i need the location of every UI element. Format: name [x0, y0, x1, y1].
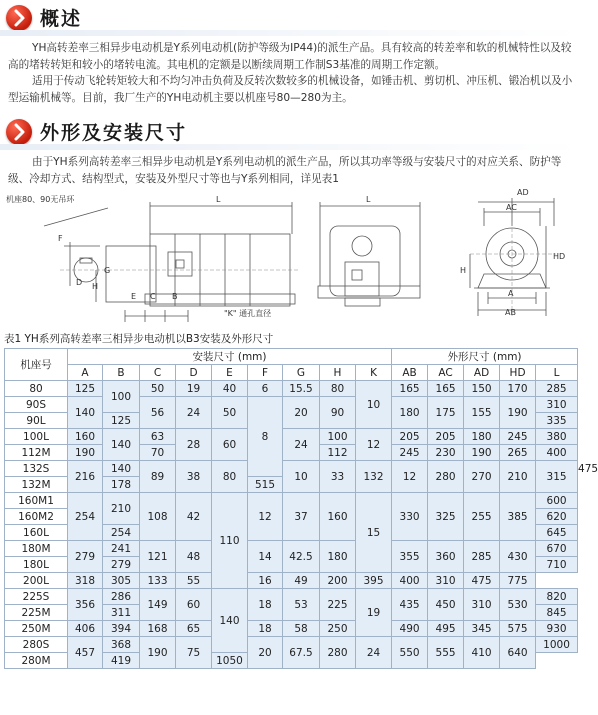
cell-D: 42 — [176, 493, 212, 541]
col-E: E — [212, 365, 248, 381]
section-rule — [0, 144, 581, 150]
dim-AD: AD — [517, 188, 529, 197]
col-B: B — [103, 365, 140, 381]
cell-K: 15 — [356, 493, 392, 573]
cell-L: 1000 — [536, 637, 578, 653]
cell-B: 140 — [103, 429, 140, 461]
cell-AC: 230 — [428, 445, 464, 461]
cell-A: 160 — [68, 429, 103, 445]
cell-G: 67.5 — [283, 637, 320, 669]
cell-AC: 495 — [428, 621, 464, 637]
table-row: 132S 216 140 89 38 80 10 33 132 12 280 270 210 315 475 — [5, 461, 578, 477]
cell-AB: 550 — [392, 637, 428, 669]
cell-frame: 100L — [5, 429, 68, 445]
cell-F: 14 — [248, 541, 283, 573]
cell-HD: 385 — [500, 493, 536, 541]
cell-AC: 360 — [428, 541, 464, 573]
overview-text — [8, 40, 574, 106]
cell-AC: 175 — [428, 397, 464, 429]
cell-L: 285 — [536, 381, 578, 397]
cell-frame: 280S — [5, 637, 68, 653]
cell-L: 1050 — [212, 653, 248, 669]
cell-HD: 530 — [500, 589, 536, 621]
cell-F: 18 — [248, 621, 283, 637]
cell-A: 406 — [68, 621, 103, 637]
table-row — [5, 381, 578, 397]
cell-B: 368 — [103, 637, 140, 653]
cell-H: 112 — [320, 445, 356, 461]
cell-E: 80 — [212, 461, 248, 493]
cell-A: 318 — [68, 573, 103, 589]
dim-D: D — [76, 278, 83, 287]
cell-HD: 190 — [500, 397, 536, 429]
cell-K: 10 — [356, 381, 392, 429]
table-row — [5, 589, 578, 605]
cell-frame: 90L — [5, 413, 68, 429]
paragraph: 由于YH系列高转差率三相异步电动机是Y系列电动机的派生产品，所以其功率等级与安装尺寸的对应关系、防护等级、冷却方式、结构型式，安装及外型尺寸等也与Y系列相同，详见表1 — [8, 156, 562, 185]
cell-D: 38 — [176, 461, 212, 493]
figure-note-hole: "K" 通孔直径 — [224, 309, 272, 318]
table-row — [5, 637, 578, 653]
cell-AD: 255 — [464, 493, 500, 541]
cell-K: 12 — [392, 461, 428, 493]
cell-AB: 280 — [428, 461, 464, 493]
cell-L: 515 — [248, 477, 283, 493]
table-row — [5, 621, 578, 637]
section-header-dimensions — [0, 116, 581, 150]
cell-L: 670 — [536, 541, 578, 557]
chevron-right-icon — [6, 119, 32, 145]
cell-frame: 160M2 — [5, 509, 68, 525]
cell-AB: 245 — [392, 445, 428, 461]
cell-L: 335 — [536, 413, 578, 429]
cell-G: 20 — [283, 397, 320, 429]
section-header-overview — [0, 2, 581, 36]
figure-note-frame: 机座80、90无吊环 — [6, 195, 75, 204]
cell-HD: 475 — [464, 573, 500, 589]
chevron-right-icon — [6, 5, 32, 31]
cell-K: 24 — [356, 637, 392, 669]
cell-HD: 430 — [500, 541, 536, 573]
cell-AB: 330 — [392, 493, 428, 541]
cell-AD: 310 — [464, 589, 500, 621]
header-install-group: 安装尺寸 (mm) — [68, 349, 392, 365]
cell-H: 225 — [320, 589, 356, 621]
cell-AC: 555 — [428, 637, 464, 669]
cell-K: 12 — [356, 429, 392, 461]
col-AC: AC — [428, 365, 464, 381]
dim-G: G — [104, 266, 111, 275]
dim-F: F — [58, 234, 63, 243]
cell-AD: 345 — [464, 621, 500, 637]
cell-E: 60 — [212, 429, 248, 461]
cell-E: 40 — [212, 381, 248, 397]
cell-G: 58 — [283, 621, 320, 637]
cell-L: 820 — [536, 589, 578, 605]
table-row — [5, 397, 578, 413]
cell-H: 100 — [320, 429, 356, 445]
cell-AB: 205 — [392, 429, 428, 445]
cell-AD: 410 — [464, 637, 500, 669]
cell-AC: 325 — [428, 493, 464, 541]
cell-frame: 160L — [5, 525, 68, 541]
cell-D: 19 — [176, 381, 212, 397]
cell-frame: 280M — [5, 653, 68, 669]
cell-frame: 132S — [5, 461, 68, 477]
cell-AC: 400 — [392, 573, 428, 589]
section-title: 外形及安装尺寸 — [40, 122, 188, 144]
cell-A: 216 — [68, 461, 103, 493]
cell-frame: 180M — [5, 541, 68, 557]
cell-L: 400 — [536, 445, 578, 461]
dimensions-text — [8, 154, 574, 187]
cell-F: 16 — [248, 573, 283, 589]
cell-AD: 180 — [464, 429, 500, 445]
cell-G: 37 — [283, 493, 320, 541]
cell-E: 140 — [212, 589, 248, 653]
cell-H: 200 — [320, 573, 356, 589]
cell-frame: 132M — [5, 477, 68, 493]
motor-drawing-svg — [0, 186, 581, 326]
cell-B: 279 — [103, 557, 140, 573]
col-AD: AD — [464, 365, 500, 381]
cell-HD: 245 — [500, 429, 536, 445]
cell-G: 33 — [320, 461, 356, 493]
cell-frame: 200L — [5, 573, 68, 589]
cell-C: 121 — [140, 541, 176, 573]
cell-L: 930 — [536, 621, 578, 637]
cell-D: 55 — [176, 573, 212, 589]
cell-L: 645 — [536, 525, 578, 541]
col-AB: AB — [392, 365, 428, 381]
col-D: D — [176, 365, 212, 381]
cell-AB: 355 — [392, 541, 428, 573]
cell-F: 20 — [248, 637, 283, 669]
table-caption: 表1 YH系列高转差率三相异步电动机以B3安装及外形尺寸 — [4, 333, 274, 345]
cell-AD: 190 — [464, 445, 500, 461]
cell-frame: 80 — [5, 381, 68, 397]
cell-B: 305 — [103, 573, 140, 589]
cell-G: 42.5 — [283, 541, 320, 573]
cell-AC: 270 — [464, 461, 500, 493]
cell-D: 24 — [176, 397, 212, 429]
cell-AB: 165 — [392, 381, 428, 397]
cell-AB: 490 — [392, 621, 428, 637]
cell-E: 110 — [212, 493, 248, 589]
cell-AB: 180 — [392, 397, 428, 429]
cell-HD: 315 — [536, 461, 578, 493]
cell-K: 19 — [356, 589, 392, 637]
cell-H: 180 — [320, 541, 356, 573]
cell-frame: 225S — [5, 589, 68, 605]
cell-L: 775 — [500, 573, 536, 589]
cell-C: 108 — [140, 493, 176, 541]
header-outline-group: 外形尺寸 (mm) — [392, 349, 578, 365]
cell-F: 12 — [248, 493, 283, 541]
cell-B: 178 — [103, 477, 140, 493]
cell-D: 65 — [176, 621, 212, 637]
cell-L: 380 — [536, 429, 578, 445]
cell-L: 600 — [536, 493, 578, 509]
cell-C: 149 — [140, 589, 176, 621]
cell-C: 190 — [140, 637, 176, 669]
table-row — [5, 429, 578, 445]
dim-E: E — [131, 292, 137, 301]
cell-C: 70 — [140, 445, 176, 461]
cell-H: 250 — [320, 621, 356, 637]
cell-B: 241 — [103, 541, 140, 557]
cell-G: 24 — [283, 429, 320, 461]
dim-C: C — [150, 292, 156, 301]
cell-H: 280 — [320, 637, 356, 669]
table-row — [5, 541, 578, 557]
cell-L: 845 — [536, 605, 578, 621]
cell-frame: 160M1 — [5, 493, 68, 509]
cell-H: 132 — [356, 461, 392, 493]
section-rule — [0, 30, 581, 36]
cell-B: 394 — [103, 621, 140, 637]
cell-B: 286 — [103, 589, 140, 605]
cell-frame: 250M — [5, 621, 68, 637]
cell-L: 620 — [536, 509, 578, 525]
cell-H: 90 — [320, 397, 356, 429]
col-K: K — [356, 365, 392, 381]
dim-A: A — [508, 289, 514, 298]
col-A: A — [68, 365, 103, 381]
cell-C: 63 — [140, 429, 176, 445]
dim-AB: AB — [505, 308, 516, 317]
cell-C: 133 — [140, 573, 176, 589]
cell-HD: 640 — [500, 637, 536, 669]
col-G: G — [283, 365, 320, 381]
table-row — [5, 493, 578, 509]
col-C: C — [140, 365, 176, 381]
col-H: H — [320, 365, 356, 381]
cell-frame: 180L — [5, 557, 68, 573]
cell-B: 125 — [103, 413, 140, 429]
cell-D: 28 — [176, 429, 212, 461]
dim-B: B — [172, 292, 178, 301]
cell-G: 49 — [283, 573, 320, 589]
cell-AB: 395 — [356, 573, 392, 589]
dim-H-end: H — [460, 266, 467, 275]
cell-F: 6 — [248, 381, 283, 397]
cell-A: 125 — [68, 381, 103, 397]
cell-C: 50 — [140, 381, 176, 397]
dimension-drawings — [0, 186, 581, 326]
cell-A: 457 — [68, 637, 103, 669]
cell-AD: 210 — [500, 461, 536, 493]
cell-B: 210 — [103, 493, 140, 525]
cell-F: 8 — [248, 397, 283, 477]
cell-AD: 150 — [464, 381, 500, 397]
cell-C: 89 — [140, 461, 176, 493]
cell-AC: 205 — [428, 429, 464, 445]
cell-C: 168 — [140, 621, 176, 637]
dim-H: H — [92, 282, 99, 291]
cell-AD: 155 — [464, 397, 500, 429]
cell-G: 15.5 — [283, 381, 320, 397]
cell-B: 100 — [103, 381, 140, 413]
cell-HD: 265 — [500, 445, 536, 461]
cell-E: 50 — [212, 397, 248, 429]
cell-D: 48 — [176, 541, 212, 573]
cell-HD: 170 — [500, 381, 536, 397]
paragraph: 适用于传动飞轮转矩较大和不均匀冲击负荷及反转次数较多的机械设备，如锤击机、剪切机、冲压机、锻冶机以及小型运输机械等。目前，我厂生产的YH电动机主要以机座号80—280为主。 — [8, 75, 573, 104]
cell-F: 10 — [283, 461, 320, 493]
cell-L: 310 — [536, 397, 578, 413]
cell-D: 75 — [176, 637, 212, 669]
cell-A: 140 — [68, 397, 103, 429]
dim-HD: HD — [553, 252, 566, 261]
cell-B: 140 — [103, 461, 140, 477]
section-title: 概述 — [40, 8, 83, 30]
cell-frame: 225M — [5, 605, 68, 621]
cell-AD: 310 — [428, 573, 464, 589]
cell-G: 53 — [283, 589, 320, 621]
cell-A: 254 — [68, 493, 103, 541]
cell-AC: 165 — [428, 381, 464, 397]
cell-A: 356 — [68, 589, 103, 621]
cell-frame: 112M — [5, 445, 68, 461]
cell-D: 60 — [176, 589, 212, 621]
cell-H: 160 — [320, 493, 356, 541]
col-HD: HD — [500, 365, 536, 381]
cell-B: 419 — [103, 653, 140, 669]
cell-AD: 285 — [464, 541, 500, 573]
table-row — [5, 573, 578, 589]
cell-frame: 90S — [5, 397, 68, 413]
dimension-table — [4, 348, 598, 669]
dim-L-front: L — [366, 195, 371, 204]
cell-HD: 575 — [500, 621, 536, 637]
cell-A: 190 — [68, 445, 103, 461]
cell-B: 254 — [103, 525, 140, 541]
cell-AB: 435 — [392, 589, 428, 621]
cell-A: 279 — [68, 541, 103, 573]
dim-AC: AC — [506, 203, 517, 212]
header-frame: 机座号 — [5, 349, 68, 381]
cell-L: 710 — [536, 557, 578, 573]
col-L: L — [536, 365, 578, 381]
cell-C: 56 — [140, 397, 176, 429]
col-F: F — [248, 365, 283, 381]
cell-H: 80 — [320, 381, 356, 397]
dim-L: L — [216, 195, 221, 204]
cell-B: 311 — [103, 605, 140, 621]
cell-AC: 450 — [428, 589, 464, 621]
cell-F: 18 — [248, 589, 283, 621]
paragraph: YH高转差率三相异步电动机是Y系列电动机(防护等级为IP44)的派生产品。具有较高的转差率和软的机械特性以及较高的堵转转矩和较小的堵转电流。其电机的定额是以断续周期工作制S3基准的周期工作定额。 — [8, 42, 572, 71]
